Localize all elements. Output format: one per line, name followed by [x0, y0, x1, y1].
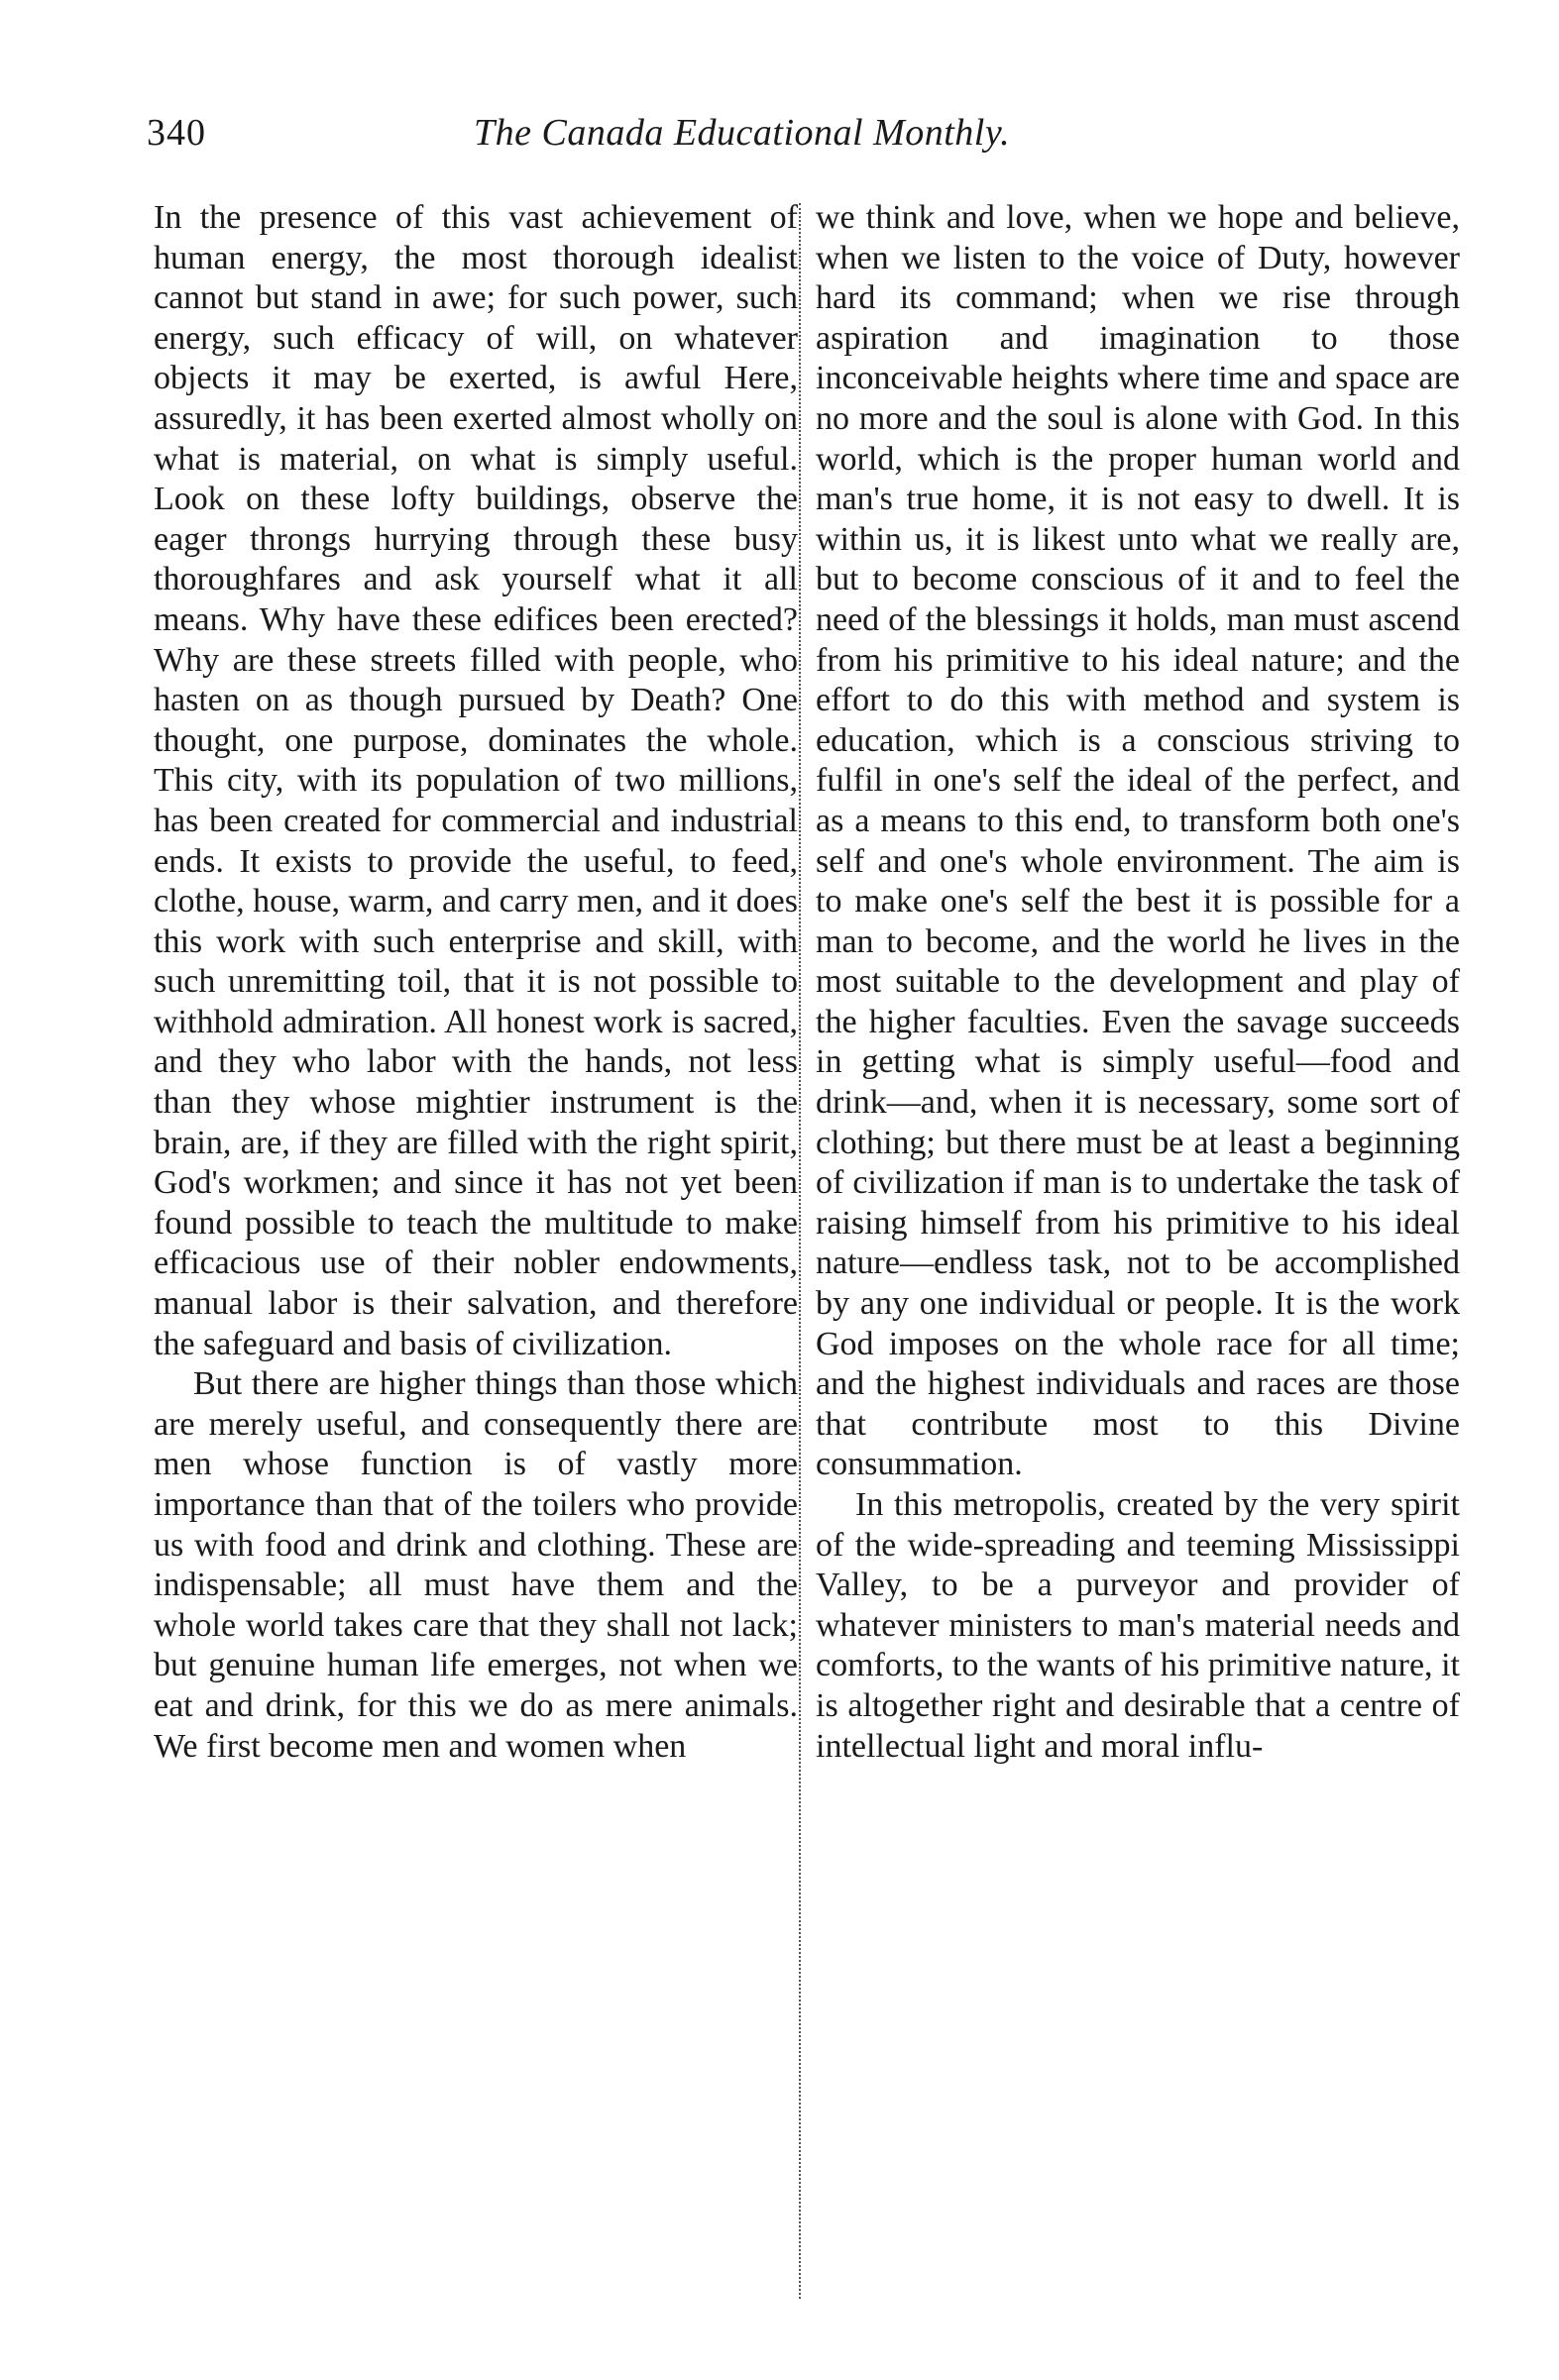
column-divider: [799, 203, 801, 2299]
right-paragraph-1: we think and love, when we hope and believe, when we listen to the voice of Duty, however hard its command; when we rise through aspiration and imagination to those inconceivable heights where time and space are no more and the soul is alone with God. In this world, which is the proper human world and man's true home, it is not easy to dwell. It is within us, it is likest unto what we really are, but to become conscious of it and to feel the need of the blessings it holds, man must ascend from his primitive to his ideal nature; and the effort to do this with method and system is education, which is a conscious striving to fulfil in one's self the ideal of the perfect, and as a means to this end, to transform both one's self and one's whole environment. The aim is to make one's self the best it is possible for a man to become, and the world he lives in the most suitable to the development and play of the higher faculties. Even the savage succeeds in getting what is simply useful—food and drink—and, when it is necessary, some sort of clothing; but there must be at least a beginning of civilization if man is to undertake the task of raising himself from his primitive to his ideal nature—endless task, not to be accomplished by any one individual or people. It is the work God imposes on the whole race for all time; and the highest individuals and races are those that contribute most to this Divine consummation.: [816, 199, 1460, 1483]
left-paragraph-1: In the presence of this vast achievement of human energy, the most thorough idealist cannot but stand in awe; for such power, such energy, such efficacy of will, on whatever objects it may be exerted, is awful Here, assuredly, it has been exerted almost wholly on what is material, on what is simply useful. Look on these lofty buildings, observe the eager throngs hurrying through these busy thoroughfares and ask yourself what it all means. Why have these edifices been erected? Why are these streets filled with people, who hasten on as though pursued by Death? One thought, one purpose, dominates the whole. This city, with its population of two millions, has been created for commercial and industrial ends. It exists to provide the useful, to feed, clothe, house, warm, and carry men, and it does this work with such enterprise and skill, with such unremitting toil, that it is not possible to withhold admiration. All honest work is sacred, and they who labor with the hands, not less than they whose mightier instrument is the brain, are, if they are filled with the right spirit, God's workmen; and since it has not yet been found possible to teach the multitude to make efficacious use of their nobler endowments, manual labor is their salvation, and therefore the safeguard and basis of civilization.: [154, 199, 798, 1362]
running-header: [147, 111, 1475, 170]
right-column: [816, 198, 1460, 1767]
right-paragraph-2: In this metropolis, created by the very spirit of the wide-spreading and teeming Mississippi Valley, to be a purveyor and provider of whatever ministers to man's material needs and comforts, to the wants of his primitive nature, it is altogether right and desirable that a centre of intellectual light and moral influ-: [816, 1486, 1460, 1765]
left-column: [154, 198, 798, 1767]
running-title: The Canada Educational Monthly.: [474, 112, 1011, 154]
left-paragraph-2: But there are higher things than those which are merely useful, and consequently there are men whose function is of vastly more importance than that of the toilers who provide us with food and drink and clothing. These are indispensable; all must have them and the whole world takes care that they shall not lack; but genuine human life emerges, not when we eat and drink, for this we do as mere animals. We first become men and women when: [154, 1365, 798, 1765]
page-number: 340: [147, 112, 206, 154]
